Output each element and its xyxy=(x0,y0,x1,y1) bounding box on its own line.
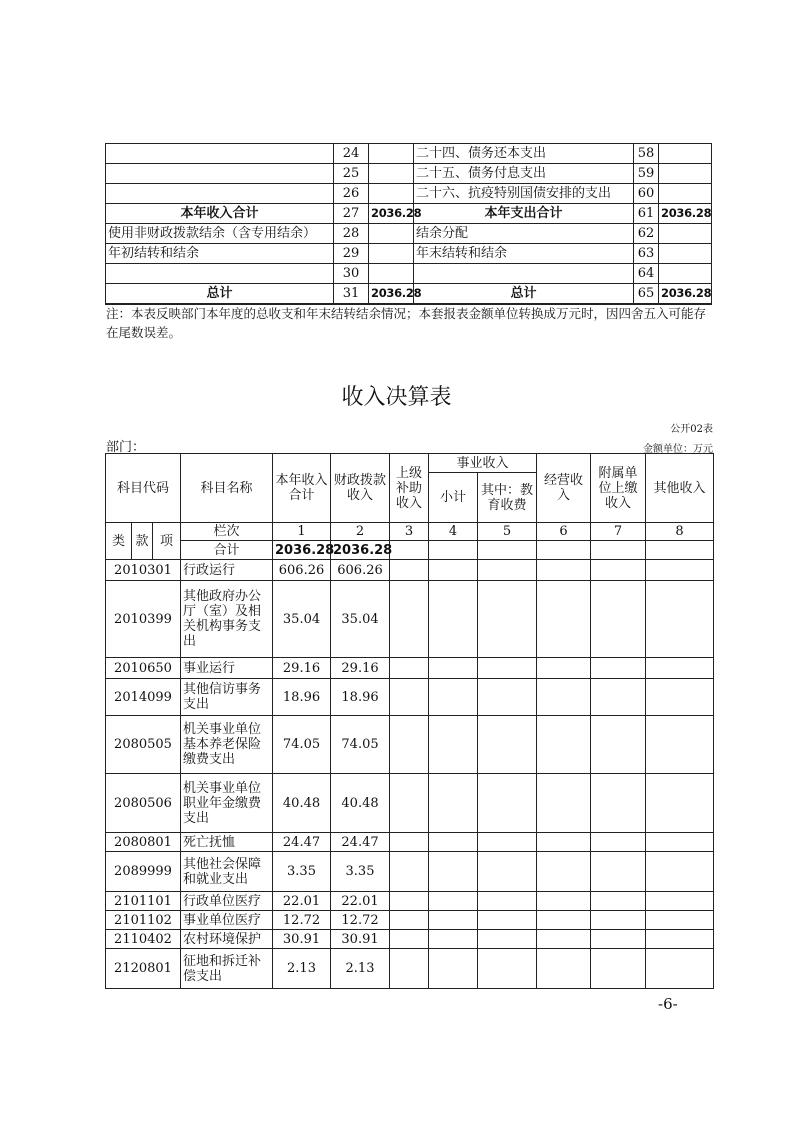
empty-cell xyxy=(537,679,591,716)
cell-code: 2080505 xyxy=(106,716,181,774)
empty-cell xyxy=(390,949,429,989)
cell-name: 死亡抚恤 xyxy=(181,833,273,852)
column-number: 4 xyxy=(429,523,478,541)
cell-code: 2010650 xyxy=(106,658,181,679)
total-row-total: 2036.28 xyxy=(273,541,331,560)
empty-cell xyxy=(390,930,429,949)
cell-name: 其他政府办公厅（室）及相关机构事务支出 xyxy=(181,581,273,658)
cell-name: 农村环境保护 xyxy=(181,930,273,949)
cell-right-no: 62 xyxy=(634,224,659,244)
cell-total: 35.04 xyxy=(273,581,331,658)
empty-cell xyxy=(429,716,478,774)
cell-right-value xyxy=(659,164,712,184)
empty-cell xyxy=(390,774,429,833)
empty-cell xyxy=(591,560,646,581)
cell-fiscal: 18.96 xyxy=(331,679,390,716)
empty-cell xyxy=(591,679,646,716)
header-fiscal: 财政拨款收入 xyxy=(331,454,390,523)
table-note: 注：本表反映部门本年度的总收支和年末结转结余情况；本套报表金额单位转换成万元时，因四舍五入可能存在尾数误差。 xyxy=(106,306,707,340)
cell-right-value: 2036.28 xyxy=(659,204,712,224)
form-number: 公开02表 xyxy=(670,424,713,435)
empty-cell xyxy=(429,560,478,581)
empty-cell xyxy=(537,852,591,892)
cell-name: 事业单位医疗 xyxy=(181,911,273,930)
cell-left-value xyxy=(369,164,414,184)
empty-cell xyxy=(390,658,429,679)
cell-right-label: 年末结转和结余 xyxy=(414,244,634,264)
empty-cell xyxy=(390,892,429,911)
empty-cell xyxy=(646,658,714,679)
summary-row xyxy=(106,244,712,264)
cell-left-label: 本年收入合计 xyxy=(106,204,334,224)
cell-right-no: 63 xyxy=(634,244,659,264)
cell-right-label: 结余分配 xyxy=(414,224,634,244)
cell-name: 行政运行 xyxy=(181,560,273,581)
summary-row xyxy=(106,284,712,304)
table-row xyxy=(106,852,714,892)
cell-code: 2110402 xyxy=(106,930,181,949)
empty-cell xyxy=(537,949,591,989)
cell-right-no: 59 xyxy=(634,164,659,184)
cell-left-no: 27 xyxy=(334,204,369,224)
header-other: 其他收入 xyxy=(646,454,714,523)
cell-fiscal: 22.01 xyxy=(331,892,390,911)
cell-left-label: 总计 xyxy=(106,284,334,304)
cell-left-value xyxy=(369,224,414,244)
header-xiang: 项 xyxy=(153,523,181,560)
cell-left-label xyxy=(106,164,334,184)
cell-left-label xyxy=(106,184,334,204)
header-column-no: 栏次 xyxy=(181,523,273,541)
empty-cell xyxy=(478,560,537,581)
cell-name: 机关事业单位基本养老保险缴费支出 xyxy=(181,716,273,774)
cell-code: 2101101 xyxy=(106,892,181,911)
department-label: 部门： xyxy=(106,440,146,455)
cell-name: 其他信访事务支出 xyxy=(181,679,273,716)
cell-right-no: 60 xyxy=(634,184,659,204)
cell-total: 24.47 xyxy=(273,833,331,852)
cell-left-no: 26 xyxy=(334,184,369,204)
empty-cell xyxy=(537,930,591,949)
table-row xyxy=(106,716,714,774)
empty-cell xyxy=(646,892,714,911)
cell-code: 2120801 xyxy=(106,949,181,989)
empty-cell xyxy=(478,949,537,989)
empty-cell xyxy=(478,658,537,679)
cell-name: 行政单位医疗 xyxy=(181,892,273,911)
header-name: 科目名称 xyxy=(181,454,273,523)
empty-cell xyxy=(537,833,591,852)
cell-name: 征地和拆迁补偿支出 xyxy=(181,949,273,989)
cell-left-value xyxy=(369,144,414,164)
empty-cell xyxy=(537,892,591,911)
empty-cell xyxy=(537,774,591,833)
cell-code: 2014099 xyxy=(106,679,181,716)
cell-right-value xyxy=(659,264,712,284)
empty-cell xyxy=(390,833,429,852)
table-row xyxy=(106,833,714,852)
empty-cell xyxy=(478,581,537,658)
column-number: 1 xyxy=(273,523,331,541)
empty-cell xyxy=(646,774,714,833)
cell-right-label xyxy=(414,264,634,284)
cell-left-label: 年初结转和结余 xyxy=(106,244,334,264)
empty-cell xyxy=(390,716,429,774)
cell-fiscal: 24.47 xyxy=(331,833,390,852)
empty-cell xyxy=(429,774,478,833)
cell-code: 2010399 xyxy=(106,581,181,658)
cell-right-value xyxy=(659,224,712,244)
cell-left-value xyxy=(369,264,414,284)
table-row xyxy=(106,911,714,930)
header-business: 事业收入 xyxy=(429,454,537,473)
empty-cell xyxy=(478,852,537,892)
cell-right-label: 本年支出合计 xyxy=(414,204,634,224)
table-row xyxy=(106,892,714,911)
empty-cell xyxy=(591,658,646,679)
page-number: -6- xyxy=(658,995,678,1013)
cell-code: 2089999 xyxy=(106,852,181,892)
empty-cell xyxy=(591,774,646,833)
empty-cell xyxy=(537,658,591,679)
cell-total: 3.35 xyxy=(273,852,331,892)
summary-row xyxy=(106,204,712,224)
summary-row xyxy=(106,224,712,244)
cell-left-no: 25 xyxy=(334,164,369,184)
column-number: 3 xyxy=(390,523,429,541)
cell-right-no: 58 xyxy=(634,144,659,164)
empty-cell xyxy=(591,716,646,774)
cell-left-value: 2036.28 xyxy=(369,284,414,304)
empty-cell xyxy=(390,679,429,716)
summary-table xyxy=(105,143,712,305)
cell-total: 29.16 xyxy=(273,658,331,679)
empty-cell xyxy=(646,560,714,581)
cell-fiscal: 2.13 xyxy=(331,949,390,989)
cell-total: 606.26 xyxy=(273,560,331,581)
empty-cell xyxy=(646,581,714,658)
table-row xyxy=(106,658,714,679)
empty-cell xyxy=(646,852,714,892)
header-affiliated: 附属单位上缴收入 xyxy=(591,454,646,523)
empty-cell xyxy=(646,949,714,989)
unit-label: 金额单位：万元 xyxy=(643,444,713,455)
empty-cell xyxy=(429,658,478,679)
cell-total: 2.13 xyxy=(273,949,331,989)
empty-cell xyxy=(478,774,537,833)
empty-cell xyxy=(591,833,646,852)
cell-right-value xyxy=(659,244,712,264)
total-row-label: 合计 xyxy=(181,541,273,560)
summary-row xyxy=(106,144,712,164)
empty-cell xyxy=(591,930,646,949)
empty-cell xyxy=(429,911,478,930)
cell-code: 2080801 xyxy=(106,833,181,852)
cell-total: 30.91 xyxy=(273,930,331,949)
cell-left-value xyxy=(369,244,414,264)
table-row xyxy=(106,679,714,716)
cell-fiscal: 30.91 xyxy=(331,930,390,949)
empty-cell xyxy=(429,581,478,658)
cell-left-no: 28 xyxy=(334,224,369,244)
cell-left-value: 2036.28 xyxy=(369,204,414,224)
cell-fiscal: 35.04 xyxy=(331,581,390,658)
summary-row xyxy=(106,164,712,184)
column-number: 7 xyxy=(591,523,646,541)
empty-cell xyxy=(591,911,646,930)
cell-right-value xyxy=(659,144,712,164)
cell-right-label: 二十四、债务还本支出 xyxy=(414,144,634,164)
table-row xyxy=(106,581,714,658)
cell-total: 22.01 xyxy=(273,892,331,911)
header-total: 本年收入合计 xyxy=(273,454,331,523)
empty-cell xyxy=(646,911,714,930)
empty-cell xyxy=(537,911,591,930)
column-number: 2 xyxy=(331,523,390,541)
cell-code: 2101102 xyxy=(106,911,181,930)
cell-name: 其他社会保障和就业支出 xyxy=(181,852,273,892)
cell-fiscal: 12.72 xyxy=(331,911,390,930)
empty-cell xyxy=(591,852,646,892)
empty-cell xyxy=(429,930,478,949)
empty-cell xyxy=(429,833,478,852)
empty-cell xyxy=(478,716,537,774)
cell-right-label: 二十五、债务付息支出 xyxy=(414,164,634,184)
empty-cell xyxy=(537,716,591,774)
table-row xyxy=(106,930,714,949)
cell-left-label: 使用非财政拨款结余（含专用结余） xyxy=(106,224,334,244)
empty-cell xyxy=(591,949,646,989)
empty-cell xyxy=(429,679,478,716)
cell-fiscal: 40.48 xyxy=(331,774,390,833)
empty-cell xyxy=(646,679,714,716)
cell-total: 40.48 xyxy=(273,774,331,833)
empty-cell xyxy=(478,679,537,716)
cell-code: 2080506 xyxy=(106,774,181,833)
header-subtotal: 小计 xyxy=(429,473,478,523)
empty-cell xyxy=(591,581,646,658)
empty-cell xyxy=(478,930,537,949)
empty-cell xyxy=(390,560,429,581)
cell-right-value xyxy=(659,184,712,204)
header-code: 科目代码 xyxy=(106,454,181,523)
empty-cell xyxy=(478,892,537,911)
cell-name: 事业运行 xyxy=(181,658,273,679)
empty-cell xyxy=(429,852,478,892)
table-row xyxy=(106,774,714,833)
column-number: 5 xyxy=(478,523,537,541)
cell-right-no: 61 xyxy=(634,204,659,224)
cell-fiscal: 606.26 xyxy=(331,560,390,581)
summary-row xyxy=(106,184,712,204)
empty-cell xyxy=(591,892,646,911)
header-kuan: 款 xyxy=(132,523,153,560)
cell-total: 12.72 xyxy=(273,911,331,930)
empty-cell xyxy=(478,911,537,930)
cell-right-label: 二十六、抗疫特别国债安排的支出 xyxy=(414,184,634,204)
cell-left-label xyxy=(106,144,334,164)
empty-cell xyxy=(429,949,478,989)
cell-right-no: 65 xyxy=(634,284,659,304)
cell-name: 机关事业单位职业年金缴费支出 xyxy=(181,774,273,833)
header-lei: 类 xyxy=(106,523,132,560)
cell-right-value: 2036.28 xyxy=(659,284,712,304)
cell-left-no: 30 xyxy=(334,264,369,284)
table-row xyxy=(106,949,714,989)
empty-cell xyxy=(646,716,714,774)
header-edu: 其中：教育收费 xyxy=(478,473,537,523)
page-title: 收入决算表 xyxy=(341,385,452,410)
cell-left-no: 31 xyxy=(334,284,369,304)
cell-fiscal: 29.16 xyxy=(331,658,390,679)
cell-left-no: 29 xyxy=(334,244,369,264)
cell-total: 18.96 xyxy=(273,679,331,716)
empty-cell xyxy=(537,581,591,658)
empty-cell xyxy=(390,581,429,658)
cell-total: 74.05 xyxy=(273,716,331,774)
empty-cell xyxy=(478,833,537,852)
empty-cell xyxy=(646,930,714,949)
cell-left-label xyxy=(106,264,334,284)
cell-fiscal: 3.35 xyxy=(331,852,390,892)
column-number: 8 xyxy=(646,523,714,541)
table-row xyxy=(106,560,714,581)
column-number: 6 xyxy=(537,523,591,541)
cell-right-no: 64 xyxy=(634,264,659,284)
cell-fiscal: 74.05 xyxy=(331,716,390,774)
total-row-fiscal: 2036.28 xyxy=(331,541,390,560)
cell-code: 2010301 xyxy=(106,560,181,581)
empty-cell xyxy=(646,833,714,852)
cell-left-no: 24 xyxy=(334,144,369,164)
empty-cell xyxy=(429,892,478,911)
cell-left-value xyxy=(369,184,414,204)
header-superior: 上级补助收入 xyxy=(390,454,429,523)
summary-row xyxy=(106,264,712,284)
header-operating: 经营收入 xyxy=(537,454,591,523)
empty-cell xyxy=(390,852,429,892)
empty-cell xyxy=(390,911,429,930)
cell-right-label: 总计 xyxy=(414,284,634,304)
empty-cell xyxy=(537,560,591,581)
income-table xyxy=(105,453,714,989)
